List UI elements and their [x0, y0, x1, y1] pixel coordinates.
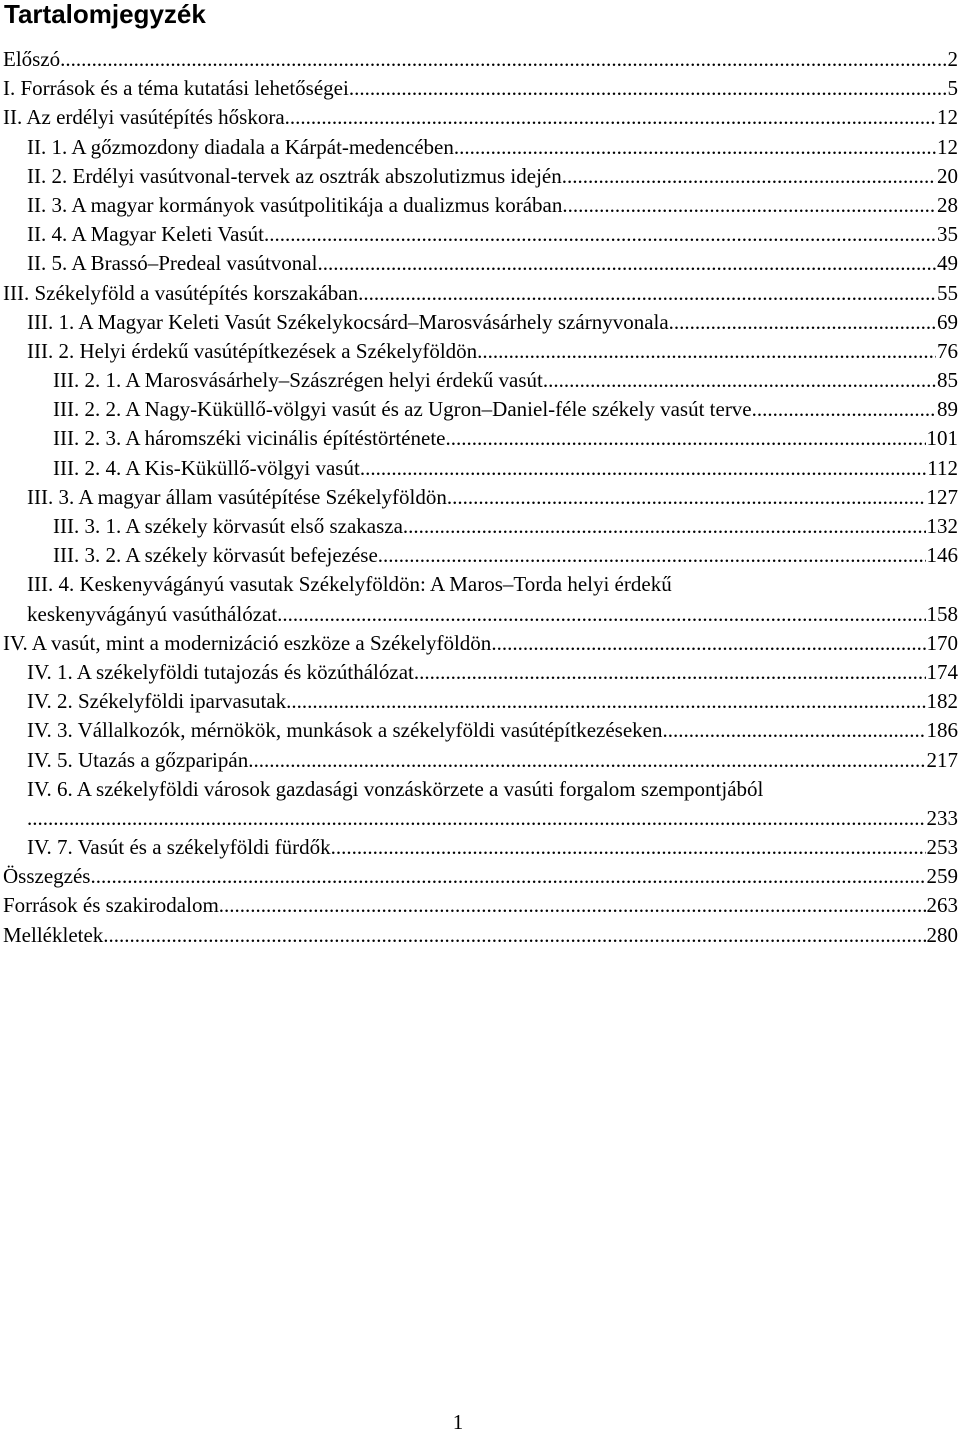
- toc-entry[interactable]: [0, 337, 958, 366]
- dot-leader: [60, 45, 946, 74]
- dot-leader: [669, 308, 936, 337]
- toc-entry[interactable]: [0, 541, 958, 570]
- toc-entry-page: 101: [926, 426, 958, 451]
- toc-entry[interactable]: [0, 746, 958, 775]
- toc-entry-label: IV. 1. A székelyföldi tutajozás és közúthálózat: [27, 659, 414, 684]
- toc-entry-label: II. Az erdélyi vasútépítés hőskora: [3, 105, 285, 130]
- toc-entry-page: 263: [926, 893, 958, 918]
- dot-leader: [447, 483, 926, 512]
- toc-entry[interactable]: [0, 162, 958, 191]
- toc-entry-label-line1: III. 4. Keskenyvágányú vasutak Székelyföldön: A Maros–Torda helyi érdekű: [27, 572, 672, 597]
- toc-entry-page: 85: [937, 368, 958, 393]
- toc-entry[interactable]: [0, 570, 958, 628]
- toc-entry-label: IV. A vasút, mint a modernizáció eszköze a Székelyföldön: [3, 630, 492, 655]
- toc-entry[interactable]: [0, 191, 958, 220]
- toc-entry[interactable]: [0, 45, 958, 74]
- dot-leader: [662, 716, 925, 745]
- toc-entry[interactable]: [0, 862, 958, 891]
- toc-entry-page: 12: [937, 105, 958, 130]
- toc-entry-label: IV. 7. Vasút és a székelyföldi fürdők: [27, 835, 331, 860]
- toc-entry[interactable]: [0, 103, 958, 132]
- toc-entry-page: 76: [937, 338, 958, 363]
- toc-entry-label: III. 1. A Magyar Keleti Vasút Székelykocsárd–Marosvásárhely szárnyvonala: [27, 309, 669, 334]
- toc-entry-label: keskenyvágányú vasúthálózat: [27, 601, 278, 626]
- dot-leader: [403, 512, 926, 541]
- toc-entry-label-line1: IV. 6. A székelyföldi városok gazdasági vonzáskörzete a vasúti forgalom szempontjából: [27, 776, 764, 801]
- toc-entry-page: 186: [926, 718, 958, 743]
- dot-leader: [491, 629, 925, 658]
- toc-entry-page: 112: [927, 455, 958, 480]
- dot-leader: [543, 366, 936, 395]
- toc-entry-label: III. 2. 4. A Kis-Küküllő-völgyi vasút: [53, 455, 360, 480]
- dot-leader: [285, 103, 936, 132]
- toc-entry[interactable]: [0, 220, 958, 249]
- dot-leader: [264, 220, 936, 249]
- dot-leader: [90, 862, 925, 891]
- toc-entry[interactable]: [0, 483, 958, 512]
- toc-entry-page: 35: [937, 222, 958, 247]
- dot-leader: [358, 279, 936, 308]
- toc-entry-page: 89: [937, 397, 958, 422]
- toc-entry-page: 12: [937, 134, 958, 159]
- toc-entry-page: 170: [926, 630, 958, 655]
- dot-leader: [360, 454, 926, 483]
- toc-entry-label: IV. 5. Utazás a gőzparipán: [27, 747, 249, 772]
- table-of-contents: [0, 45, 958, 950]
- toc-entry-label: III. 2. 3. A háromszéki vicinális építéstörténete: [53, 426, 446, 451]
- toc-entry-label: II. 2. Erdélyi vasútvonal-tervek az osztrák abszolutizmus idején: [27, 163, 562, 188]
- toc-entry-label: IV. 2. Székelyföldi iparvasutak: [27, 689, 287, 714]
- toc-entry[interactable]: [0, 658, 958, 687]
- toc-entry-label: III. Székelyföld a vasútépítés korszakában: [3, 280, 359, 305]
- toc-entry-page: 49: [937, 251, 958, 276]
- toc-entry[interactable]: [0, 512, 958, 541]
- toc-entry[interactable]: [0, 279, 958, 308]
- toc-entry[interactable]: [0, 687, 958, 716]
- dot-leader: [103, 921, 925, 950]
- toc-entry-page: 259: [926, 864, 958, 889]
- dot-leader: [562, 191, 936, 220]
- toc-entry-page: 217: [926, 747, 958, 772]
- dot-leader: [27, 804, 926, 833]
- toc-entry-page: 233: [926, 805, 958, 830]
- toc-entry[interactable]: [0, 629, 958, 658]
- toc-entry-page: 55: [937, 280, 958, 305]
- toc-entry-label: IV. 3. Vállalkozók, mérnökök, munkások a székelyföldi vasútépítkezéseken: [27, 718, 663, 743]
- dot-leader: [331, 833, 926, 862]
- toc-entry-label: Mellékletek: [3, 922, 104, 947]
- dot-leader: [454, 133, 936, 162]
- dot-leader: [752, 395, 936, 424]
- toc-entry[interactable]: [0, 249, 958, 278]
- toc-entry-page: 28: [937, 192, 958, 217]
- toc-entry[interactable]: [0, 308, 958, 337]
- page-title: Tartalomjegyzék: [4, 0, 206, 29]
- dot-leader: [277, 600, 925, 629]
- toc-entry-label: III. 2. 2. A Nagy-Küküllő-völgyi vasút és az Ugron–Daniel-féle székely vasút terve: [53, 397, 752, 422]
- toc-entry-page: 174: [926, 659, 958, 684]
- dot-leader: [349, 74, 947, 103]
- toc-entry-label: Előszó: [3, 47, 61, 71]
- toc-entry-label: III. 3. 2. A székely körvasút befejezése: [53, 543, 378, 568]
- dot-leader: [562, 162, 936, 191]
- toc-entry-page: 69: [937, 309, 958, 334]
- toc-entry[interactable]: [0, 133, 958, 162]
- dot-leader: [378, 541, 926, 570]
- dot-leader: [445, 424, 925, 453]
- toc-entry-page: 2: [947, 47, 958, 71]
- toc-entry-label: III. 3. A magyar állam vasútépítése Székelyföldön: [27, 484, 447, 509]
- dot-leader: [317, 249, 936, 278]
- toc-entry[interactable]: [0, 891, 958, 920]
- toc-entry-page: 182: [926, 689, 958, 714]
- toc-entry-label: II. 4. A Magyar Keleti Vasút: [27, 222, 264, 247]
- toc-entry[interactable]: [0, 74, 958, 103]
- toc-entry[interactable]: [0, 833, 958, 862]
- toc-entry[interactable]: [0, 366, 958, 395]
- toc-entry-label: I. Források és a téma kutatási lehetőségei: [3, 76, 349, 101]
- toc-entry-label: Összegzés: [3, 864, 91, 889]
- toc-entry[interactable]: [0, 921, 958, 950]
- toc-entry-label: II. 3. A magyar kormányok vasútpolitikája a dualizmus korában: [27, 192, 563, 217]
- toc-entry-label: III. 2. Helyi érdekű vasútépítkezések a Székelyföldön: [27, 338, 478, 363]
- dot-leader: [414, 658, 926, 687]
- dot-leader: [286, 687, 925, 716]
- toc-entry-label: Források és szakirodalom: [3, 893, 219, 918]
- toc-entry-page: 146: [926, 543, 958, 568]
- toc-entry[interactable]: [0, 454, 958, 483]
- toc-entry-label: II. 5. A Brassó–Predeal vasútvonal: [27, 251, 318, 276]
- toc-entry-page: 158: [926, 601, 958, 626]
- dot-leader: [219, 891, 926, 920]
- toc-entry-page: 5: [947, 76, 958, 101]
- dot-leader: [248, 746, 925, 775]
- toc-entry-page: 127: [926, 484, 958, 509]
- toc-entry-page: 132: [926, 514, 958, 538]
- toc-entry-label: II. 1. A gőzmozdony diadala a Kárpát-medencében: [27, 134, 454, 159]
- toc-entry-page: 253: [926, 835, 958, 860]
- toc-entry[interactable]: [0, 424, 958, 453]
- toc-entry[interactable]: [0, 395, 958, 424]
- page-number: 1: [452, 1410, 464, 1434]
- toc-entry-page: 20: [937, 163, 958, 188]
- toc-entry-page: 280: [926, 922, 958, 947]
- toc-entry-label: III. 2. 1. A Marosvásárhely–Szászrégen helyi érdekű vasút: [53, 368, 543, 393]
- dot-leader: [477, 337, 936, 366]
- toc-entry[interactable]: [0, 775, 958, 833]
- toc-entry-label: III. 3. 1. A székely körvasút első szakasza: [53, 514, 403, 538]
- toc-entry[interactable]: [0, 716, 958, 745]
